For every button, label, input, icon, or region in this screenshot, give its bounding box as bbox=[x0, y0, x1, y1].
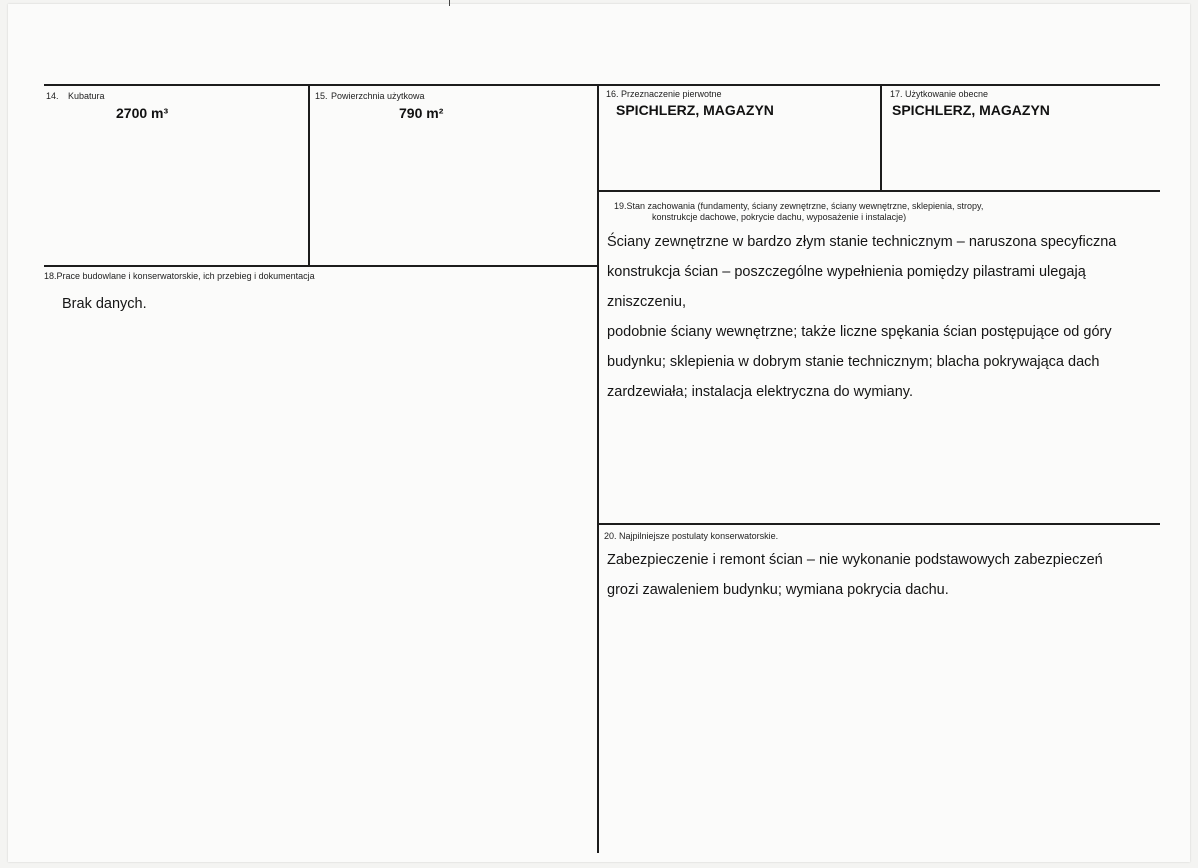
field-19-label-line-1: 19.Stan zachowania (fundamenty, ściany zewnętrzne, ściany wewnętrzne, sklepienia, stropy, bbox=[614, 201, 984, 211]
top-tick-mark bbox=[449, 0, 450, 6]
field-20-label: 20. Najpilniejsze postulaty konserwatorskie. bbox=[604, 531, 779, 541]
field-19-line: budynku; sklepienia w dobrym stanie technicznym; blacha pokrywająca dach bbox=[607, 354, 1100, 370]
field-19-line: podobnie ściany wewnętrzne; także liczne spękania ścian postępujące od góry bbox=[607, 324, 1112, 340]
field-14-value: 2700 m³ bbox=[116, 105, 169, 121]
field-17-label: 17. Użytkowanie obecne bbox=[890, 89, 989, 99]
divider-14-15 bbox=[308, 85, 310, 267]
field-19-text bbox=[607, 227, 1167, 407]
record-card bbox=[8, 4, 1190, 862]
field-19-line: konstrukcja ścian – poszczególne wypełnienia pomiędzy pilastrami ulegają zniszczeniu, bbox=[607, 264, 1086, 310]
line-under-16-17 bbox=[598, 190, 1160, 192]
line-above-20 bbox=[598, 523, 1160, 525]
field-20-line: Zabezpieczenie i remont ścian – nie wykonanie podstawowych zabezpieczeń bbox=[607, 552, 1103, 568]
field-14-number: 14. bbox=[46, 91, 59, 101]
field-18-label: 18.Prace budowlane i konserwatorskie, ich przebieg i dokumentacja bbox=[44, 271, 315, 281]
field-15-label: Powierzchnia użytkowa bbox=[331, 91, 425, 101]
field-19-label-line-2: konstrukcje dachowe, pokrycie dachu, wyposażenie i instalacje) bbox=[652, 212, 907, 222]
field-15-value: 790 m² bbox=[399, 105, 444, 121]
field-18-value: Brak danych. bbox=[62, 296, 147, 312]
divider-left-right bbox=[597, 85, 599, 853]
field-20-text bbox=[607, 545, 1167, 605]
field-19-line: zardzewiała; instalacja elektryczna do wymiany. bbox=[607, 384, 913, 400]
field-15-number: 15. bbox=[315, 91, 328, 101]
field-16-label: 16. Przeznaczenie pierwotne bbox=[606, 89, 722, 99]
line-under-14-15 bbox=[44, 265, 598, 267]
field-16-value: SPICHLERZ, MAGAZYN bbox=[616, 102, 774, 118]
field-20-line: grozi zawaleniem budynku; wymiana pokrycia dachu. bbox=[607, 582, 949, 598]
field-17-value: SPICHLERZ, MAGAZYN bbox=[892, 102, 1050, 118]
divider-16-17 bbox=[880, 85, 882, 191]
top-border-line bbox=[44, 84, 1160, 86]
field-14-label: Kubatura bbox=[68, 91, 105, 101]
field-19-line: Ściany zewnętrzne w bardzo złym stanie technicznym – naruszona specyficzna bbox=[607, 234, 1117, 250]
